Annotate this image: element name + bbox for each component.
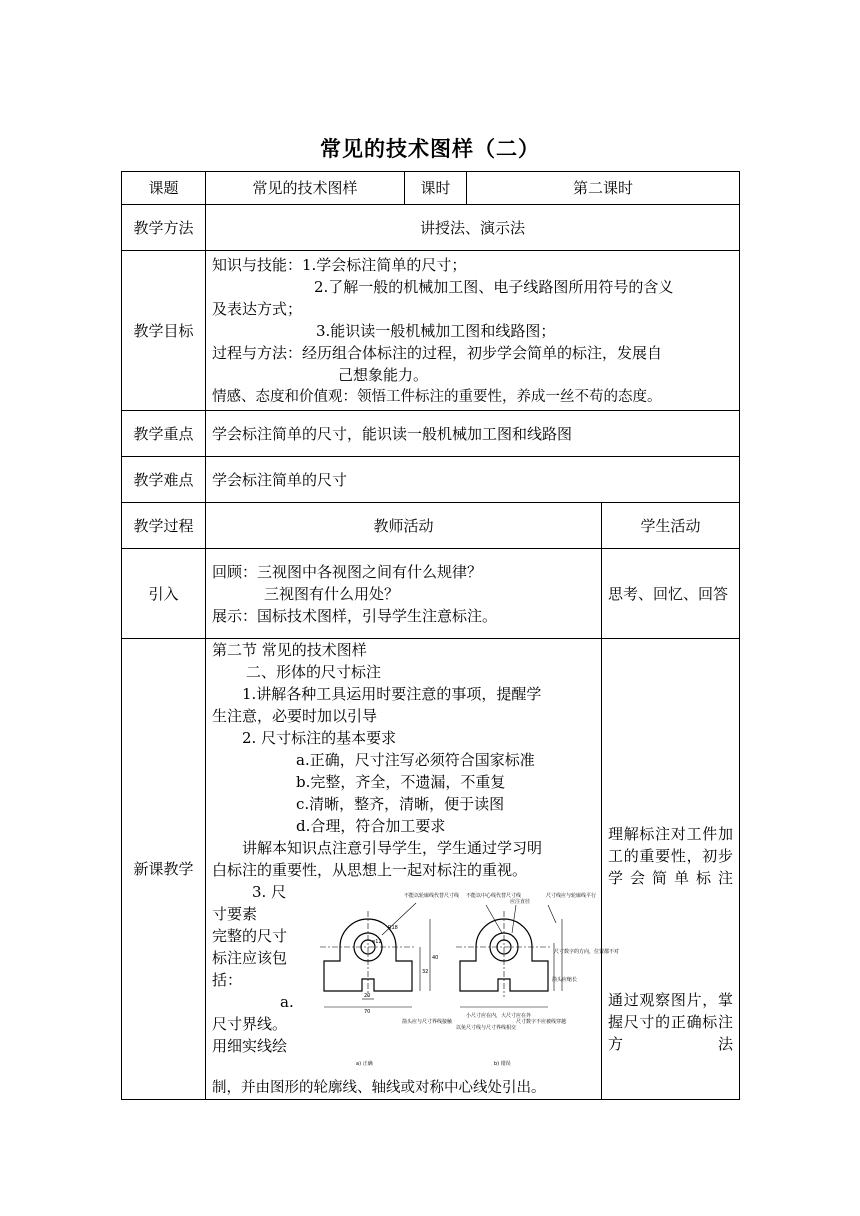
goals-line: 己想象能力。 (338, 365, 429, 384)
lesson-line: 二、形体的尺寸标注 (246, 663, 382, 681)
student-activity-2: 通过观察图片，掌握尺寸的正确标注方法 (608, 991, 734, 1053)
difficult-label: 教学难点 (122, 457, 206, 503)
key-label: 教学重点 (122, 411, 206, 457)
lesson-line: c.清晰，整齐，清晰，便于读图 (296, 795, 505, 813)
row-key (122, 411, 740, 457)
process-label: 教学过程 (122, 503, 206, 549)
intro-line: 展示：国标技术图样，引导学生注意标注。 (212, 606, 498, 625)
fig-text-line: 标注应该包 (212, 949, 288, 967)
difficult-value: 学会标注简单的尺寸 (206, 457, 740, 503)
figure-side-text (212, 881, 308, 1057)
teacher-activity-header: 教师活动 (206, 503, 602, 549)
new-lesson-teacher (206, 639, 620, 1100)
intro-student: 思考、回忆、回答 (602, 549, 740, 639)
dimension-figure (316, 883, 620, 1071)
student-activity-1: 理解标注对工件加工的重要性，初步学会简单标注 (608, 825, 734, 887)
fig-text-line: 括： (212, 971, 243, 989)
new-lesson-student (602, 639, 740, 1100)
fig-text-line: 用细实线绘 (212, 1037, 288, 1055)
fig-caption: a) 正确 (356, 1061, 373, 1067)
fig-note: 小尺寸应在内，大尺寸应在外 (466, 1013, 532, 1019)
row-method (122, 205, 740, 251)
fig-dim: 20 (364, 993, 371, 999)
period-value: 第二课时 (467, 172, 740, 205)
intro-line: 三视图有什么用处？ (264, 584, 400, 603)
row-goals (122, 251, 740, 411)
intro-teacher (206, 549, 602, 639)
method-label: 教学方法 (122, 205, 206, 251)
fig-note: 尺寸数字不应被线穿越 (516, 1019, 567, 1025)
lesson-line: 1.讲解各种工具运用时要注意的事项，提醒学 (242, 685, 542, 703)
fig-dim: φ12 (372, 939, 382, 945)
row-process (122, 503, 740, 549)
new-lesson-label: 新课教学 (122, 639, 206, 1100)
lesson-line: a.正确，尺寸注写必须符合国家标准 (296, 751, 535, 769)
goals-line: 3.能识读一般机械加工图和线路图； (316, 321, 556, 340)
fig-note: 应注直径 (510, 899, 531, 905)
lesson-line: 第二节 常见的技术图样 (212, 641, 367, 659)
goals-line: 及表达方式； (212, 299, 303, 318)
fig-dim: 32 (422, 969, 429, 975)
lesson-line: d.合理，符合加工要求 (296, 817, 446, 835)
page-title: 常见的技术图样（二） (320, 137, 540, 161)
key-value: 学会标注简单的尺寸，能识读一般机械加工图和线路图 (206, 411, 740, 457)
fig-dim: 40 (432, 955, 439, 961)
lesson-plan-table (121, 171, 740, 1100)
fig-note: 以免尺寸线与尺寸界线相交 (456, 1025, 517, 1031)
fig-note: 箭头应与尺寸界线接触 (402, 1019, 453, 1025)
intro-line: 回顾：三视图中各视图之间有什么规律？ (212, 562, 483, 581)
lesson-line: b.完整，齐全，不遗漏，不重复 (296, 773, 506, 791)
wrong-drawing (456, 905, 562, 1007)
topic-value: 常见的技术图样 (206, 172, 405, 205)
goals-line: 情感、态度和价值观：领悟工件标注的重要性，养成一丝不苟的态度。 (212, 388, 662, 405)
lesson-line: 讲解本知识点注意引导学生，学生通过学习明 (242, 839, 543, 857)
goals-label: 教学目标 (122, 251, 206, 411)
row-difficult (122, 457, 740, 503)
student-activity-header: 学生活动 (602, 503, 740, 549)
fig-text-line: 完整的尺寸 (212, 927, 288, 945)
fig-caption: b) 错误 (494, 1061, 511, 1067)
fig-note: 不能以中心线代替尺寸线 (466, 893, 522, 899)
topic-label: 课题 (122, 172, 206, 205)
row-topic (122, 172, 740, 205)
goals-line: 2.了解一般的机械加工图、电子线路图所用符号的含义 (314, 277, 674, 296)
method-value: 讲授法、演示法 (206, 205, 740, 251)
fig-text-line: 尺寸界线。 (212, 1015, 288, 1033)
fig-note: 不能以轮廓线代替尺寸线 (404, 893, 460, 899)
figure-block (212, 881, 620, 1077)
fig-note: 箭头应缩长 (552, 977, 578, 983)
lesson-line: 2. 尺寸标注的基本要求 (242, 729, 397, 747)
fig-dim: R18 (388, 925, 398, 931)
fig-text-line: a. (280, 993, 294, 1011)
fig-text-line: 3. 尺 (252, 883, 287, 901)
lesson-line: 制，并由图形的轮廓线、轴线或对称中心线处引出。 (212, 1080, 546, 1096)
row-intro (122, 549, 740, 639)
goals-content (206, 251, 740, 411)
correct-drawing (320, 903, 430, 1007)
fig-text-line: 寸要素 (212, 905, 258, 923)
lesson-line: 生注意，必要时加以引导 (212, 707, 378, 725)
goals-line: 知识与技能：1.学会标注简单的尺寸； (212, 255, 467, 274)
fig-note: 尺寸线应与轮廓线平行 (546, 893, 597, 899)
row-new-lesson (122, 639, 740, 1100)
lesson-line: 白标注的重要性，从思想上一起对标注的重视。 (212, 861, 528, 879)
fig-note: 尺寸数字的方向，位置都不对 (554, 949, 620, 955)
fig-dim: 70 (364, 1009, 371, 1015)
goals-line: 过程与方法：经历组合体标注的过程，初步学会简单的标注，发展自 (212, 343, 663, 362)
intro-label: 引入 (122, 549, 206, 639)
period-label: 课时 (405, 172, 467, 205)
